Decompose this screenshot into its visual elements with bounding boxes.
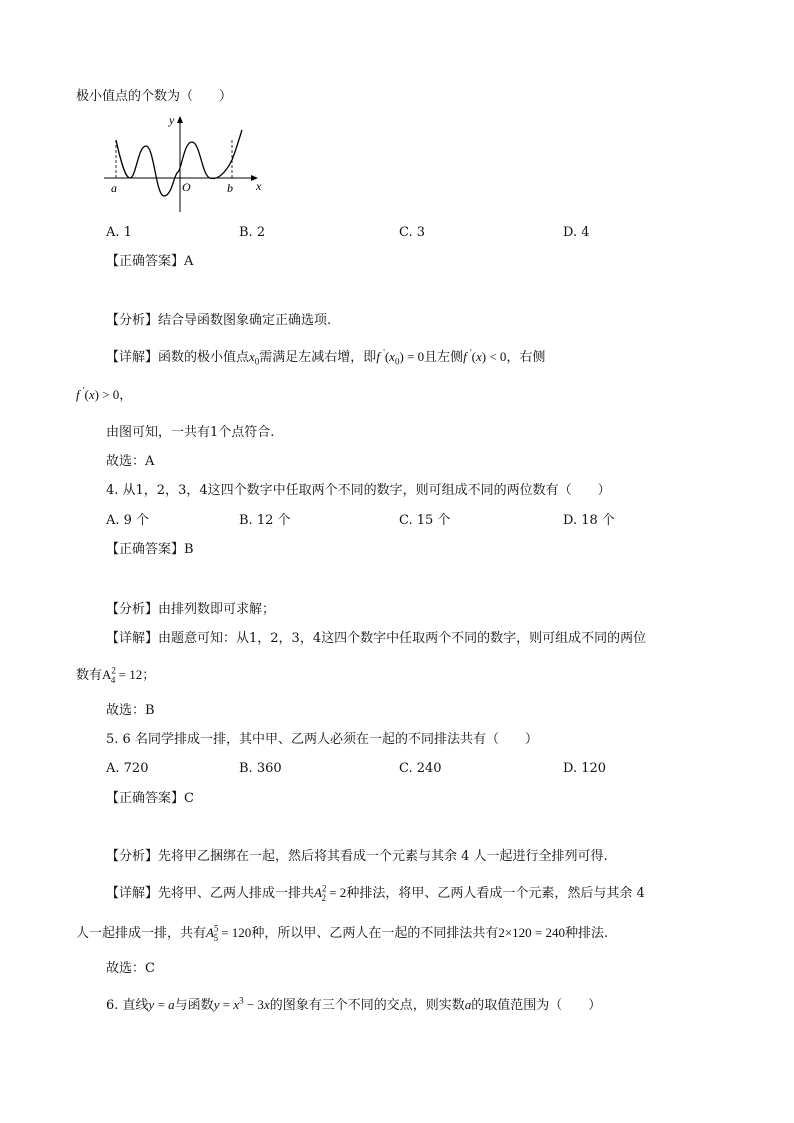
q5-detail-line1: 【详解】先将甲、乙两人排成一排共$A^2_2 = 2$种排法，将甲、乙两人看成一个元素，然后与其余 4 bbox=[106, 883, 645, 903]
q3-answer: 【正确答案】A bbox=[106, 254, 194, 269]
b-label: b bbox=[227, 181, 233, 195]
q3-option-c: C. 3 bbox=[399, 225, 426, 240]
q5-choice: 故选：C bbox=[106, 961, 155, 976]
x-label: x bbox=[256, 179, 262, 193]
q4-option-a: A. 9 个 bbox=[106, 513, 150, 528]
a-label: a bbox=[111, 181, 117, 195]
q4-choice: 故选：B bbox=[106, 703, 155, 718]
derivative-graph bbox=[100, 112, 270, 218]
q4-stem: 4. 从1，2，3，4这四个数字中任取两个不同的数字，则可组成不同的两位数有（ ） bbox=[106, 483, 611, 498]
q3-option-b: B. 2 bbox=[239, 225, 266, 240]
q3-detail-line1: 【详解】函数的极小值点$x_0$需满足左减右增，即f $'(x_0) = 0$且左侧f '(x) < 0，右侧 bbox=[106, 347, 546, 367]
q4-option-d: D. 18 个 bbox=[563, 513, 615, 528]
q4-option-b: B. 12 个 bbox=[239, 513, 291, 528]
derivative-curve bbox=[116, 130, 242, 196]
q5-option-b: B. 360 bbox=[239, 761, 282, 776]
q3-analysis: 【分析】结合导函数图象确定正确选项. bbox=[106, 313, 332, 328]
q5-option-a: A. 720 bbox=[106, 761, 149, 776]
q4-analysis: 【分析】由排列数即可求解； bbox=[106, 602, 276, 617]
q3-stem: 极小值点的个数为（ ） bbox=[76, 89, 233, 104]
q6-stem: 6. 直线y = a与函数$y = x^3 - 3x$的图象有三个不同的交点，则实数a的取值范围为（ ） bbox=[106, 995, 602, 1013]
q3-option-a: A. 1 bbox=[106, 225, 132, 240]
q3-detail-line2: f '(x) > 0， bbox=[76, 385, 133, 403]
q4-answer: 【正确答案】B bbox=[106, 542, 194, 557]
q3-choice: 故选：A bbox=[106, 454, 155, 469]
q5-stem: 5. 6 名同学排成一排，其中甲、乙两人必须在一起的不同排法共有（ ） bbox=[106, 732, 538, 747]
origin-label: O bbox=[182, 180, 191, 194]
q3-option-d: D. 4 bbox=[563, 225, 590, 240]
q3-detail-line3: 由图可知，一共有1个点符合. bbox=[106, 425, 275, 440]
q4-detail-line2: 数有$A^2_4 = 12$； bbox=[76, 665, 156, 685]
y-axis-arrow bbox=[177, 116, 183, 123]
q5-answer: 【正确答案】C bbox=[106, 791, 194, 806]
q5-option-c: C. 240 bbox=[399, 761, 442, 776]
q5-option-d: D. 120 bbox=[563, 761, 607, 776]
q4-option-c: C. 15 个 bbox=[399, 513, 451, 528]
q5-detail-line2: 人一起排成一排，共有$A^5_5 = 120$种，所以甲、乙两人在一起的不同排法共有2×120 = 240种排法. bbox=[76, 923, 609, 943]
y-label: y bbox=[169, 113, 175, 127]
q4-detail-line1: 【详解】由题意可知：从1，2，3，4这四个数字中任取两个不同的数字，则可组成不同的两位 bbox=[106, 631, 647, 646]
q5-analysis: 【分析】先将甲乙捆绑在一起，然后将其看成一个元素与其余 4 人一起进行全排列可得. bbox=[106, 849, 608, 864]
